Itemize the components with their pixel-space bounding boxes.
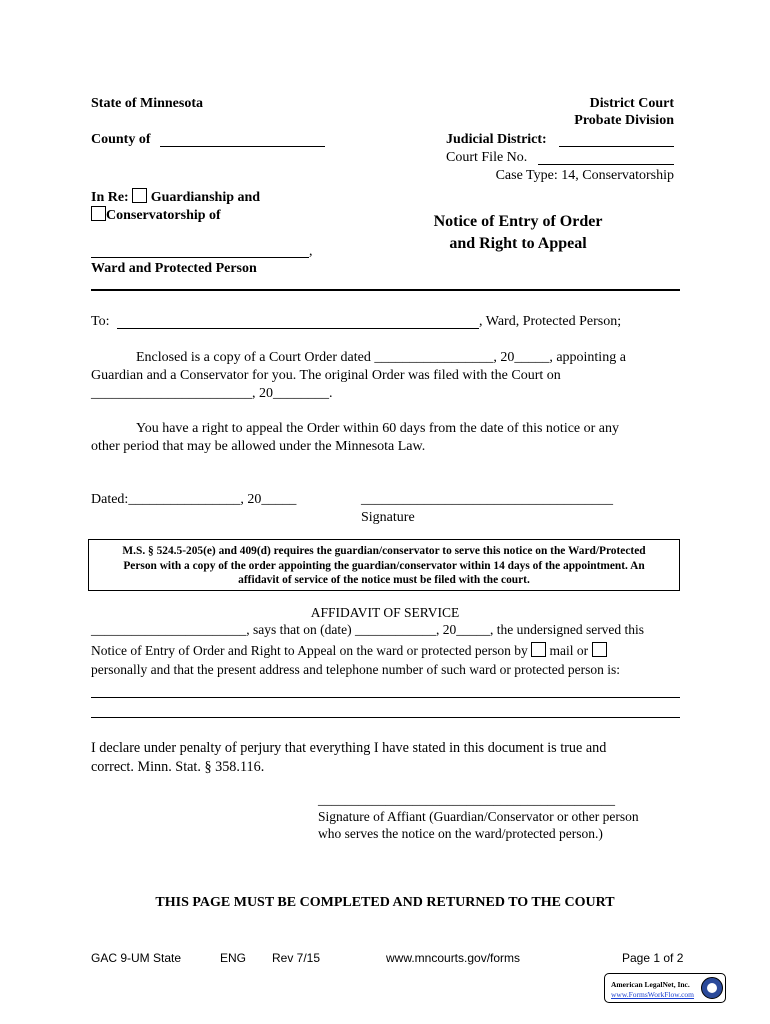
in-re-label: In Re: bbox=[91, 190, 129, 205]
mail-label: mail or bbox=[549, 643, 589, 658]
footer-form-id: GAC 9-UM State bbox=[91, 951, 182, 965]
state-label: State of Minnesota bbox=[91, 96, 203, 111]
county-label: County of bbox=[91, 132, 151, 147]
declaration-line-1: I declare under penalty of perjury that everything I have stated in this document is true and bbox=[91, 740, 607, 756]
para1-line1: Enclosed is a copy of a Court Order dated _________________, 20_____, appointing a bbox=[136, 350, 626, 365]
footer-page: Page 1 of 2 bbox=[622, 951, 684, 965]
signature-label: Signature bbox=[361, 510, 415, 525]
court-label: District Court bbox=[589, 96, 674, 111]
affiant-signature-line[interactable]: ____________________________________________ bbox=[318, 792, 615, 807]
in-re-row-2 bbox=[91, 206, 221, 224]
address-field-2[interactable] bbox=[91, 717, 680, 718]
declaration-line-2: correct. Minn. Stat. § 358.116. bbox=[91, 759, 265, 775]
footer-url: www.mncourts.gov/forms bbox=[386, 951, 521, 965]
affidavit-line-2-text: Notice of Entry of Order and Right to Appeal on the ward or protected person by bbox=[91, 643, 528, 658]
notice-line-3: affidavit of service of the notice must be filed with the court. bbox=[238, 574, 530, 586]
to-suffix: , Ward, Protected Person; bbox=[479, 314, 622, 329]
ward-comma: , bbox=[309, 244, 313, 259]
ward-name-field[interactable] bbox=[91, 257, 309, 258]
court-file-field[interactable] bbox=[538, 164, 674, 165]
conservatorship-checkbox[interactable] bbox=[91, 206, 106, 221]
case-type: Case Type: 14, Conservatorship bbox=[495, 168, 674, 183]
title-line-2: and Right to Appeal bbox=[449, 235, 587, 252]
footer-rev: Rev 7/15 bbox=[272, 951, 321, 965]
logo-company: American LegalNet, Inc. bbox=[611, 980, 690, 989]
statute-notice-box bbox=[88, 539, 680, 591]
address-field-1[interactable] bbox=[91, 697, 680, 698]
mail-checkbox[interactable] bbox=[531, 642, 546, 657]
notice-line-2: Person with a copy of the order appointing the guardian/conservator within 14 days of the appointment. An bbox=[123, 559, 645, 572]
globe-icon bbox=[701, 977, 723, 999]
county-field[interactable] bbox=[160, 146, 325, 147]
logo-link[interactable]: www.FormsWorkFlow.com bbox=[611, 990, 695, 999]
affiant-label-2: who serves the notice on the ward/protected person.) bbox=[318, 826, 603, 841]
court-file-label: Court File No. bbox=[446, 150, 528, 165]
header-divider bbox=[91, 289, 680, 291]
footer-lang: ENG bbox=[220, 951, 247, 965]
signature-line[interactable]: ____________________________________ bbox=[361, 492, 613, 507]
affidavit-line-3: personally and that the present address and telephone number of such ward or protected person is: bbox=[91, 662, 620, 677]
guardianship-option: Guardianship and bbox=[150, 190, 261, 205]
personally-checkbox[interactable] bbox=[592, 642, 607, 657]
to-label: To: bbox=[91, 314, 110, 329]
legalnet-logo[interactable] bbox=[604, 973, 726, 1003]
division-label: Probate Division bbox=[574, 113, 674, 128]
guardianship-checkbox[interactable] bbox=[132, 188, 147, 203]
to-name-field[interactable] bbox=[117, 328, 479, 329]
affidavit-title: AFFIDAVIT OF SERVICE bbox=[310, 605, 460, 620]
affiant-label-1: Signature of Affiant (Guardian/Conservator or other person bbox=[318, 809, 639, 824]
para2-line2: other period that may be allowed under the Minnesota Law. bbox=[91, 439, 426, 454]
ward-label: Ward and Protected Person bbox=[91, 261, 257, 276]
judicial-district-field[interactable] bbox=[559, 146, 674, 147]
dated-field[interactable]: Dated:________________, 20_____ bbox=[91, 492, 297, 507]
in-re-row-1 bbox=[91, 188, 260, 206]
judicial-district-label: Judicial District: bbox=[446, 132, 547, 147]
notice-line-1: M.S. § 524.5-205(e) and 409(d) requires the guardian/conservator to serve this notice on the Ward/Protected bbox=[122, 545, 646, 557]
must-complete-notice: THIS PAGE MUST BE COMPLETED AND RETURNED TO THE COURT bbox=[155, 895, 615, 910]
affidavit-line-1: _______________________, says that on (date) ____________, 20_____, the undersigned served this bbox=[91, 622, 645, 637]
title-line-1: Notice of Entry of Order bbox=[433, 213, 603, 230]
affidavit-line-2 bbox=[91, 642, 607, 659]
conservatorship-option: Conservatorship of bbox=[106, 208, 221, 223]
para2-line1: You have a right to appeal the Order within 60 days from the date of this notice or any bbox=[136, 421, 620, 436]
para1-line2: Guardian and a Conservator for you. The original Order was filed with the Court on bbox=[91, 368, 561, 383]
para1-line3: _______________________, 20________. bbox=[91, 386, 333, 401]
